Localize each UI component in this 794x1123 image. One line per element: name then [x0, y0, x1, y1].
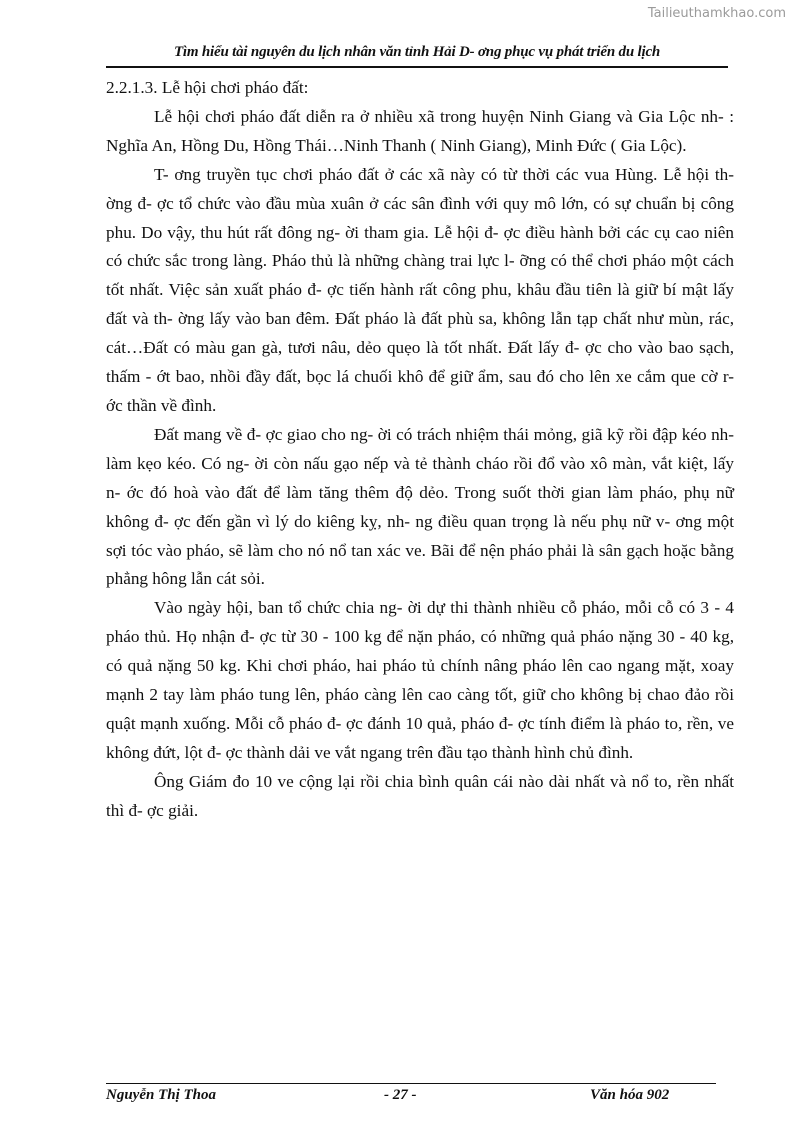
footer-author: Nguyễn Thị Thoa — [106, 1087, 217, 1103]
section-heading: 2.2.1.3. Lễ hội chơi pháo đất: — [106, 78, 309, 97]
header-divider — [106, 66, 728, 68]
paragraph-1: Lễ hội chơi pháo đất diễn ra ở nhiều xã trong huyện Ninh Giang và Gia Lộc nh- : Nghĩa An, Hồng Du, Hồng Thái…Ninh Thanh ( Ninh Giang), Minh Đức ( Gia Lộc). — [106, 106, 734, 155]
footer-class: Văn hóa 902 — [590, 1087, 670, 1103]
document-body — [106, 74, 734, 826]
paragraph-4: Vào ngày hội, ban tổ chức chia ng- ời dự thi thành nhiều cỗ pháo, mỗi cỗ có 3 - 4 pháo thủ. Họ nhận đ- ợc từ 30 - 100 kg để nặn pháo, có những quả pháo nặng 30 - 40 kg, có quả nặng 50 kg. Khi chơi pháo, hai pháo tủ chính nâng pháo lên cao ngang mặt, xoay mạnh 2 tay làm pháo tung lên, pháo càng lên cao càng tốt, giữ cho không bị chao đảo rồi quật mạnh xuống. Mỗi cỗ pháo đ- ợc đánh 10 quả, pháo đ- ợc tính điểm là pháo to, rền, ve không đứt, lột đ- ợc thành dải ve vắt ngang trên đầu tạo thành hình chủ đình. — [106, 598, 734, 762]
page-number: - 27 - — [384, 1087, 417, 1103]
paragraph-5: Ông Giám đo 10 ve cộng lại rồi chia bình quân cái nào dài nhất và nổ to, rền nhất thì đ- ợc giải. — [106, 771, 734, 820]
running-header: Tìm hiểu tài nguyên du lịch nhân văn tỉnh Hải D- ơng phục vụ phát triển du lịch — [173, 44, 661, 60]
footer-divider — [106, 1083, 716, 1084]
watermark: Tailieuthamkhao.com — [647, 6, 786, 21]
paragraph-3: Đất mang về đ- ợc giao cho ng- ời có trách nhiệm thái mỏng, giã kỹ rồi đập kéo nh- làm kẹo kéo. Có ng- ời còn nấu gạo nếp và tẻ thành cháo rồi đổ vào xô màn, vắt kiệt, lấy n- ớc đó hoà vào đất để làm tăng thêm độ dẻo. Trong suốt thời gian làm pháo, phụ nữ không đ- ợc đến gần vì lý do kiêng kỵ, nh- ng điều quan trọng là nếu phụ nữ v- ơng một sợi tóc vào pháo, sẽ làm cho nó nổ tan xác ve. Bãi để nện pháo phải là sân gạch hoặc bằng phẳng hông lẫn cát sỏi. — [106, 424, 734, 589]
paragraph-2: T- ơng truyền tục chơi pháo đất ở các xã này có từ thời các vua Hùng. Lễ hội th- ờng đ- ợc tổ chức vào đầu mùa xuân ở các sân đình với quy mô lớn, có sự chuẩn bị công phu. Do vậy, thu hút rất đông ng- ời tham gia. Lễ hội đ- ợc điều hành bởi các cụ cao niên có chức sắc trong làng. Pháo thủ là những chàng trai lực l- ỡng có thể chơi pháo một cách tốt nhất. Việc sản xuất pháo đ- ợc tiến hành rất công phu, khâu đầu tiên là giữ bí mật lấy đất và th- ờng lấy vào ban đêm. Đất pháo là đất phù sa, không lẫn tạp chất như mùn, rác, cát…Đất có màu gan gà, tươi nâu, dẻo quẹo là tốt nhất. Đất lấy đ- ợc cho vào bao sạch, thấm - ớt bao, nhồi đầy đất, bọc lá chuối khô để giữ ẩm, sau đó cho lên xe cắm que cờ r- ớc thần về đình. — [106, 164, 734, 415]
